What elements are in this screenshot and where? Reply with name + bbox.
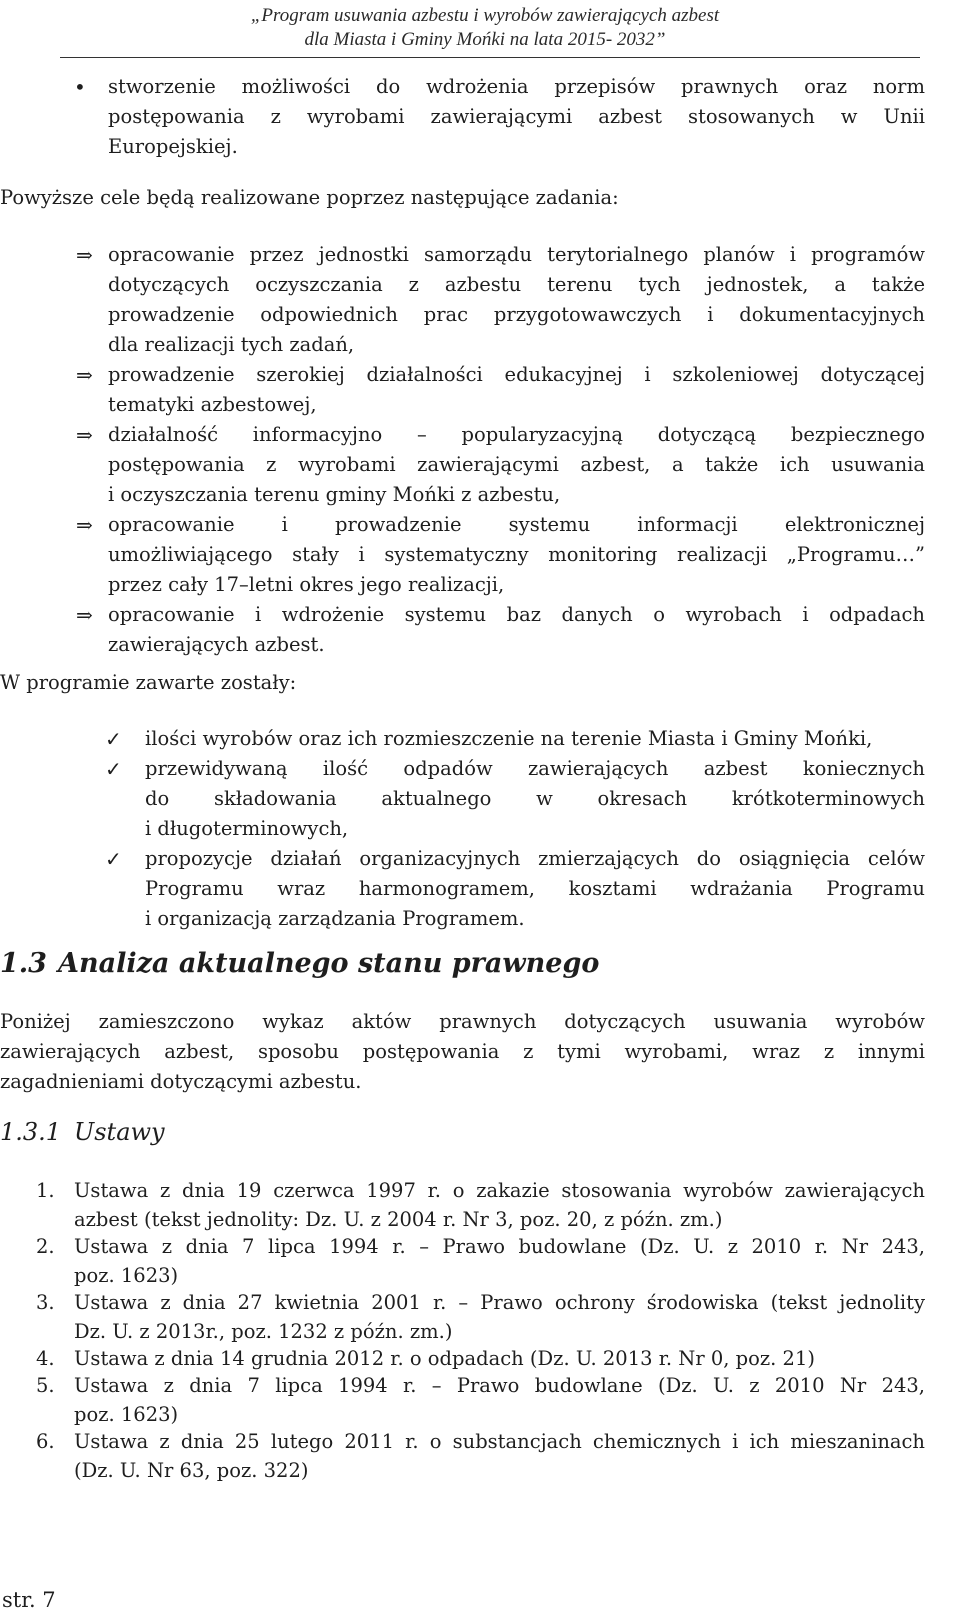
- section-number: 1.3: [0, 948, 47, 979]
- act-item: [36, 1371, 925, 1429]
- contents-item-line: przewidywaną ilość odpadów zawierających azbest koniecznych: [145, 757, 925, 780]
- task-item-line: dotyczących oczyszczania z azbestu terenu tych jednostek, a także: [108, 273, 925, 296]
- double-arrow-icon: ⇒: [76, 513, 93, 537]
- goal-bullet-item-line: stworzenie możliwości do wdrożenia przepisów prawnych oraz norm: [108, 75, 925, 98]
- header-line-2: dla Miasta i Gminy Mońki na lata 2015- 2032”: [304, 29, 666, 50]
- task-item-line: tematyki azbestowej,: [108, 393, 317, 416]
- section-heading: [0, 944, 599, 984]
- tasks-intro: Powyższe cele będą realizowane poprzez następujące zadania:: [0, 186, 619, 209]
- contents-item-text: [145, 724, 925, 754]
- double-arrow-icon: ⇒: [76, 603, 93, 627]
- act-item-line: Ustawa z dnia 27 kwietnia 2001 r. – Prawo ochrony środowiska (tekst jednolity: [74, 1291, 925, 1314]
- task-item-line: dla realizacji tych zadań,: [108, 333, 355, 356]
- task-item: [76, 240, 925, 360]
- goal-bullet-item: [74, 72, 925, 162]
- act-number: 4.: [36, 1347, 55, 1370]
- act-item-text: [74, 1232, 925, 1290]
- task-item-line: przez cały 17–letni okres jego realizacji,: [108, 573, 505, 596]
- header-line-1: „Program usuwania azbestu i wyrobów zawierających azbest: [250, 5, 720, 26]
- task-item-line: i oczyszczania terenu gminy Mońki z azbestu,: [108, 483, 561, 506]
- act-item: [36, 1288, 925, 1346]
- contents-list: [105, 724, 925, 934]
- contents-item: [105, 754, 925, 844]
- subsection-heading: [0, 1114, 165, 1150]
- contents-item-line: ilości wyrobów oraz ich rozmieszczenie na terenie Miasta i Gminy Mońki,: [145, 727, 873, 750]
- act-item-text: [74, 1371, 925, 1429]
- act-item-line: Ustawa z dnia 25 lutego 2011 r. o substancjach chemicznych i ich mieszaninach: [74, 1430, 925, 1453]
- contents-item-text: [145, 844, 925, 934]
- act-item-line: (Dz. U. Nr 63, poz. 322): [74, 1459, 309, 1482]
- contents-item-line: i organizacją zarządzania Programem.: [145, 907, 525, 930]
- double-arrow-icon: ⇒: [76, 363, 93, 387]
- act-number: 1.: [36, 1179, 55, 1202]
- act-item-line: poz. 1623): [74, 1264, 179, 1287]
- goals-bullet-list: [74, 72, 925, 162]
- subsection-title: Ustawy: [74, 1118, 165, 1146]
- double-arrow-icon: ⇒: [76, 243, 93, 267]
- goal-bullet-item-line: postępowania z wyrobami zawierającymi azbest stosowanych w Unii: [108, 105, 925, 128]
- contents-item: [105, 844, 925, 934]
- acts-list: [36, 1176, 925, 1483]
- act-item-line: poz. 1623): [74, 1403, 179, 1426]
- act-item-line: Ustawa z dnia 14 grudnia 2012 r. o odpadach (Dz. U. 2013 r. Nr 0, poz. 21): [74, 1347, 815, 1370]
- section-intro-line: zagadnieniami dotyczącymi azbestu.: [0, 1070, 362, 1093]
- contents-item-line: propozycje działań organizacyjnych zmierzających do osiągnięcia celów: [145, 847, 925, 870]
- contents-intro: W programie zawarte zostały:: [0, 671, 297, 694]
- task-item-line: prowadzenie szerokiej działalności edukacyjnej i szkoleniowej dotyczącej: [108, 363, 925, 386]
- act-number: 5.: [36, 1374, 55, 1397]
- act-item-text: [74, 1344, 925, 1373]
- task-item-text: [108, 600, 925, 660]
- contents-item-line: i długoterminowych,: [145, 817, 349, 840]
- section-intro-paragraph: [0, 1007, 925, 1097]
- act-item: [36, 1344, 925, 1373]
- act-item: [36, 1176, 925, 1234]
- task-item-line: zawierających azbest.: [108, 633, 325, 656]
- task-item-line: opracowanie przez jednostki samorządu terytorialnego planów i programów: [108, 243, 925, 266]
- act-item-line: Ustawa z dnia 19 czerwca 1997 r. o zakazie stosowania wyrobów zawierających: [74, 1179, 925, 1202]
- task-item: [76, 510, 925, 600]
- task-item-line: postępowania z wyrobami zawierającymi azbest, a także ich usuwania: [108, 453, 925, 476]
- task-item-line: prowadzenie odpowiednich prac przygotowawczych i dokumentacyjnych: [108, 303, 925, 326]
- task-item-line: opracowanie i prowadzenie systemu informacji elektronicznej: [108, 513, 925, 536]
- task-item: [76, 360, 925, 420]
- task-item-line: opracowanie i wdrożenie systemu baz danych o wyrobach i odpadach: [108, 603, 925, 626]
- act-item-line: Dz. U. z 2013r., poz. 1232 z późn. zm.): [74, 1320, 453, 1343]
- double-arrow-icon: ⇒: [76, 423, 93, 447]
- header-rule: [60, 57, 920, 58]
- task-item-text: [108, 360, 925, 420]
- task-item-text: [108, 420, 925, 510]
- act-item-line: Ustawa z dnia 7 lipca 1994 r. – Prawo budowlane (Dz. U. z 2010 r. Nr 243,: [74, 1235, 925, 1258]
- act-item-text: [74, 1288, 925, 1346]
- task-item-line: umożliwiającego stały i systematyczny monitoring realizacji „Programu…”: [108, 543, 925, 566]
- checkmark-icon: ✓: [105, 847, 122, 871]
- tasks-list: [76, 240, 925, 660]
- goal-bullet-item-text: [108, 72, 925, 162]
- bullet-icon: •: [74, 75, 86, 99]
- section-title: Analiza aktualnego stanu prawnego: [58, 948, 600, 979]
- act-item-line: Ustawa z dnia 7 lipca 1994 r. – Prawo budowlane (Dz. U. z 2010 Nr 243,: [74, 1374, 925, 1397]
- task-item-text: [108, 510, 925, 600]
- task-item: [76, 600, 925, 660]
- contents-item: [105, 724, 925, 754]
- section-intro-line: zawierających azbest, sposobu postępowania z tymi wyrobami, wraz z innymi: [0, 1040, 925, 1063]
- act-number: 2.: [36, 1235, 55, 1258]
- contents-item-text: [145, 754, 925, 844]
- act-item-line: azbest (tekst jednolity: Dz. U. z 2004 r. Nr 3, poz. 20, z późn. zm.): [74, 1208, 723, 1231]
- contents-item-line: Programu wraz harmonogramem, kosztami wdrażania Programu: [145, 877, 925, 900]
- act-item-text: [74, 1176, 925, 1234]
- subsection-number: 1.3.1: [0, 1118, 62, 1146]
- page-number: str. 7: [2, 1588, 56, 1612]
- checkmark-icon: ✓: [105, 757, 122, 781]
- act-number: 3.: [36, 1291, 55, 1314]
- act-item-text: [74, 1427, 925, 1485]
- goal-bullet-item-line: Europejskiej.: [108, 135, 238, 158]
- task-item-text: [108, 240, 925, 360]
- section-intro-line: Poniżej zamieszczono wykaz aktów prawnych dotyczących usuwania wyrobów: [0, 1010, 925, 1033]
- checkmark-icon: ✓: [105, 727, 122, 751]
- act-item: [36, 1232, 925, 1290]
- act-number: 6.: [36, 1430, 55, 1453]
- task-item: [76, 420, 925, 510]
- act-item: [36, 1427, 925, 1485]
- contents-item-line: do składowania aktualnego w okresach krótkoterminowych: [145, 787, 925, 810]
- running-header: [50, 4, 920, 52]
- task-item-line: działalność informacyjno – popularyzacyjną dotyczącą bezpiecznego: [108, 423, 925, 446]
